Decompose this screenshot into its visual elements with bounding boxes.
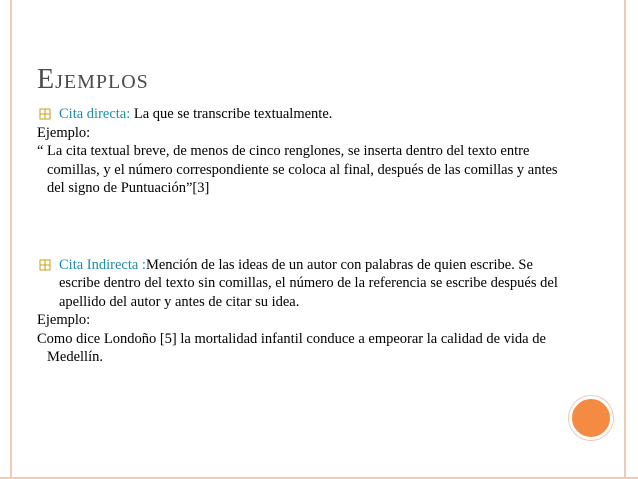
term-indirect-quote: Cita Indirecta : <box>59 256 146 273</box>
definition-indirect-quote: Mención de las ideas de un autor con palabras de quien escribe. Se escribe dentro del texto sin comillas, el número de la referencia se escribe después del apellido del autor y antes de citar su idea. <box>59 256 558 310</box>
slide-title: Ejemplos <box>37 64 149 95</box>
definition-direct-quote: La que se transcribe textualmente. <box>130 106 333 122</box>
spacer <box>37 198 577 256</box>
frame-line-left <box>10 0 12 479</box>
slide-body <box>37 105 577 367</box>
example-text-2: Como dice Londoño [5] la mortalidad infantil conduce a empeorar la calidad de vida de Medellín. <box>37 330 546 365</box>
example-label-1: Ejemplo: <box>37 124 91 141</box>
example-label-2: Ejemplo: <box>37 312 91 328</box>
orange-circle-decoration <box>569 396 613 440</box>
term-direct-quote: Cita directa: <box>59 106 131 122</box>
bullet-icon <box>39 259 51 271</box>
bullet-item-direct-quote <box>37 105 577 124</box>
example-text-1: “ La cita textual breve, de menos de cinco renglones, se inserta dentro del texto entre comillas, y el número correspondiente se coloca al final, después de las comillas y antes del signo de Puntuación”[3] <box>37 143 558 196</box>
bullet-icon <box>39 108 51 120</box>
bullet-item-indirect-quote <box>37 256 577 312</box>
frame-line-right <box>624 0 626 479</box>
